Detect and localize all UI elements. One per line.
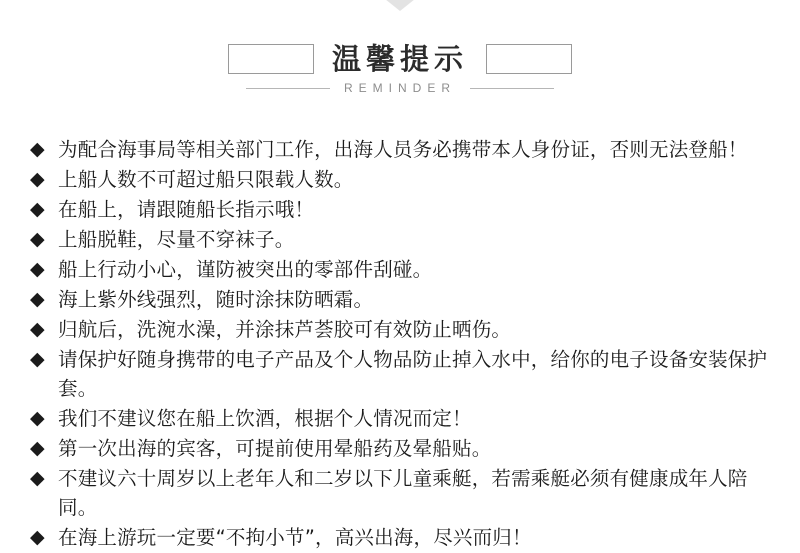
list-item	[30, 285, 778, 314]
list-item-text: 上船脱鞋，尽量不穿袜子。	[58, 228, 295, 251]
diamond-bullet-icon: ◆	[30, 289, 45, 310]
list-item-text: 在海上游玩一定要“不拘小节”，高兴出海，尽兴而归！	[58, 526, 532, 549]
list-item	[30, 255, 778, 284]
reminder-list	[30, 135, 778, 553]
diamond-bullet-icon: ◆	[30, 349, 45, 370]
list-item-text: 船上行动小心，谨防被突出的零部件刮碰。	[58, 258, 433, 281]
list-item-text: 我们不建议您在船上饮酒，根据个人情况而定！	[58, 407, 472, 430]
page-title: 温馨提示	[331, 42, 468, 76]
list-item-text: 在船上，请跟随船长指示哦！	[58, 198, 315, 221]
list-item	[30, 225, 778, 254]
list-item	[30, 345, 778, 403]
diamond-bullet-icon: ◆	[30, 199, 45, 220]
diamond-bullet-icon: ◆	[30, 527, 45, 548]
list-item	[30, 404, 778, 433]
diamond-bullet-icon: ◆	[30, 229, 45, 250]
diamond-bullet-icon: ◆	[30, 169, 45, 190]
list-item	[30, 464, 778, 522]
list-item-text: 上船人数不可超过船只限载人数。	[58, 168, 354, 191]
list-item	[30, 165, 778, 194]
list-item-text: 请保护好随身携带的电子产品及个人物品防止掉入水中，给你的电子设备安装保护套。	[58, 348, 768, 400]
page-subtitle: REMINDER	[343, 81, 456, 95]
title-rule-row	[0, 44, 800, 74]
subtitle-rule-right	[470, 88, 554, 89]
list-item	[30, 523, 778, 552]
list-item	[30, 315, 778, 344]
page-header	[0, 44, 800, 95]
diamond-bullet-icon: ◆	[30, 468, 45, 489]
top-marker	[0, 0, 800, 12]
list-item-text: 不建议六十周岁以上老年人和二岁以下儿童乘艇，若需乘艇必须有健康成年人陪同。	[58, 467, 748, 519]
diamond-bullet-icon: ◆	[30, 319, 45, 340]
title-rule-left	[228, 44, 314, 74]
diamond-bullet-icon: ◆	[30, 259, 45, 280]
list-item-text: 海上紫外线强烈，随时涂抹防晒霜。	[58, 288, 374, 311]
list-item-text: 第一次出海的宾客，可提前使用晕船药及晕船贴。	[58, 437, 492, 460]
subtitle-row	[0, 81, 800, 95]
subtitle-rule-left	[246, 88, 330, 89]
diamond-bullet-icon: ◆	[30, 408, 45, 429]
diamond-bullet-icon: ◆	[30, 438, 45, 459]
triangle-down-icon	[385, 0, 415, 11]
list-item-text: 为配合海事局等相关部门工作，出海人员务必携带本人身份证，否则无法登船！	[58, 138, 748, 161]
list-item	[30, 434, 778, 463]
list-item	[30, 135, 778, 164]
diamond-bullet-icon: ◆	[30, 139, 45, 160]
title-rule-right	[486, 44, 572, 74]
list-item	[30, 195, 778, 224]
list-item-text: 归航后，洗涴水澡，并涂抹芦荟胶可有效防止晒伤。	[58, 318, 512, 341]
